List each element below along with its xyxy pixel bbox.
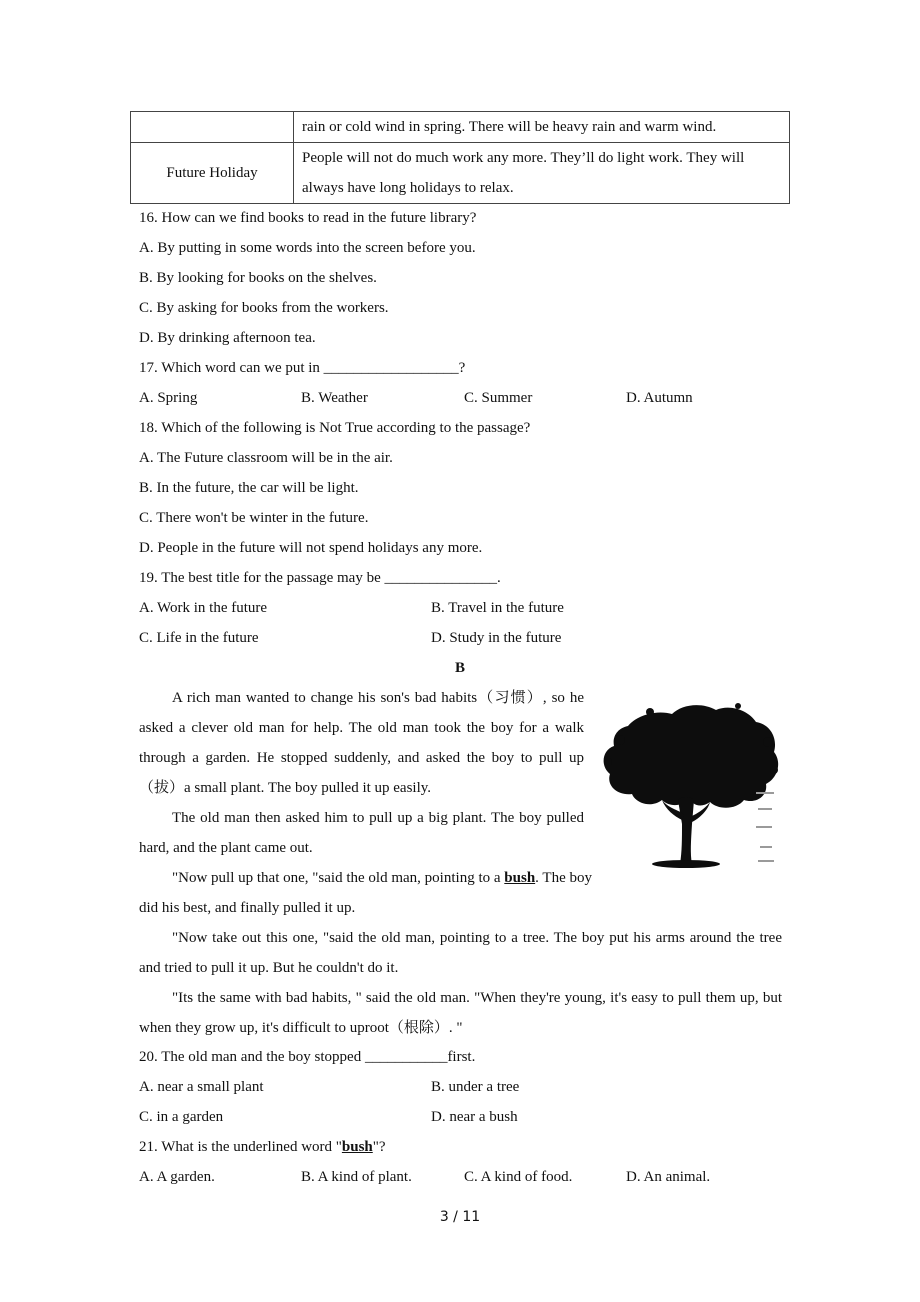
q17-option-d: D. Autumn <box>626 390 693 406</box>
table-cell-label: Future Holiday <box>131 143 294 204</box>
q19-option-d: D. Study in the future <box>431 630 562 646</box>
section-heading: B <box>454 660 465 676</box>
table-cell-label <box>131 112 294 143</box>
passage-paragraph: A rich man wanted to change his son's bad habits（习惯）, so he asked a clever old man for help. The old man took the boy for a walk through a garden. He stopped suddenly, and asked the boy to pull up（拔）a small plant. The boy pulled it up easily. <box>139 690 584 796</box>
passage-paragraph: "Its the same with bad habits, " said the old man. "When they're young, it's easy to pull them up, but when they grow up, it's difficult to uproot（根除）. " <box>139 990 782 1036</box>
q18-option-d: D. People in the future will not spend holidays any more. <box>139 540 483 556</box>
page-number: 3 / 11 <box>439 1209 481 1225</box>
passage-paragraph: "Now take out this one, "said the old man, pointing to a tree. The boy put his arms around the tree and tried to pull it up. But he couldn't do it. <box>139 930 782 976</box>
q19-option-c: C. Life in the future <box>139 630 259 646</box>
passage-paragraph <box>139 863 592 923</box>
question-16: 16. How can we find books to read in the future library? <box>139 210 477 226</box>
paragraph-text: "Now pull up that one, "said the old man, pointing to a <box>172 870 505 886</box>
q16-option-d: D. By drinking afternoon tea. <box>139 330 316 346</box>
question-18: 18. Which of the following is Not True according to the passage? <box>139 420 531 436</box>
q20-option-d: D. near a bush <box>431 1109 518 1125</box>
question-19: 19. The best title for the passage may be _______________. <box>139 570 501 586</box>
q19-option-b: B. Travel in the future <box>431 600 564 616</box>
q16-option-a: A. By putting in some words into the screen before you. <box>139 240 476 256</box>
underlined-word: bush <box>504 870 536 886</box>
table-cell-text: People will not do much work any more. They’ll do light work. They will always have long holidays to relax. <box>294 143 790 204</box>
q21-option-c: C. A kind of food. <box>464 1169 573 1185</box>
passage-top <box>139 683 592 923</box>
q17-option-b: B. Weather <box>301 390 368 406</box>
q16-option-b: B. By looking for books on the shelves. <box>139 270 377 286</box>
question-21 <box>139 1132 386 1162</box>
q21-option-b: B. A kind of plant. <box>301 1169 412 1185</box>
q19-option-a: A. Work in the future <box>139 600 268 616</box>
q21-option-a: A. A garden. <box>139 1169 215 1185</box>
question-text: 21. What is the underlined word " <box>139 1139 342 1155</box>
q18-option-c: C. There won't be winter in the future. <box>139 510 369 526</box>
passage-bottom <box>139 923 782 1043</box>
q18-option-a: A. The Future classroom will be in the air. <box>139 450 393 466</box>
passage-paragraph: The old man then asked him to pull up a big plant. The boy pulled hard, and the plant came out. <box>139 810 584 856</box>
q21-option-d: D. An animal. <box>626 1169 711 1185</box>
tree-illustration <box>598 696 782 878</box>
table-row <box>131 143 790 204</box>
q17-option-c: C. Summer <box>464 390 533 406</box>
table-row <box>131 112 790 143</box>
question-17: 17. Which word can we put in __________________? <box>139 360 466 376</box>
future-table <box>130 111 790 204</box>
q20-option-b: B. under a tree <box>431 1079 520 1095</box>
q16-option-c: C. By asking for books from the workers. <box>139 300 389 316</box>
q18-option-b: B. In the future, the car will be light. <box>139 480 359 496</box>
q17-option-a: A. Spring <box>139 390 198 406</box>
paragraph-text: . The boy did his best, and finally pulled it up. <box>139 870 592 916</box>
underlined-word: bush <box>341 1139 373 1155</box>
q20-option-a: A. near a small plant <box>139 1079 264 1095</box>
question-text: "? <box>372 1139 386 1155</box>
table-cell-text: rain or cold wind in spring. There will be heavy rain and warm wind. <box>294 112 790 143</box>
q20-option-c: C. in a garden <box>139 1109 224 1125</box>
question-20: 20. The old man and the boy stopped ___________first. <box>139 1049 476 1065</box>
